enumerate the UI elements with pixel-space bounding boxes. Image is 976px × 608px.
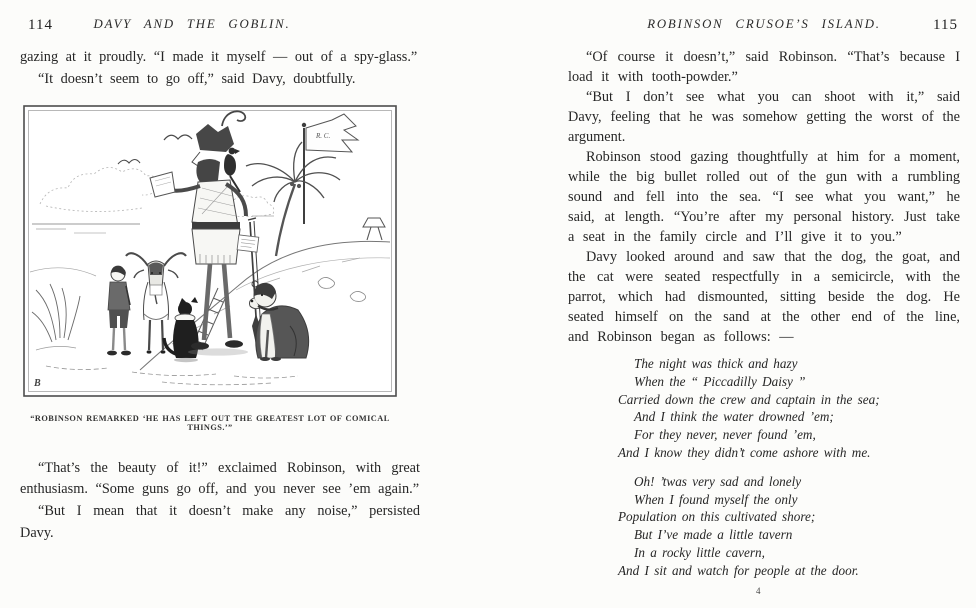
left-page-header [20, 17, 420, 36]
paragraph: “That’s the beauty of it!” exclaimed Robinson, with great enthusiasm. “Some guns go off, and you never see ’em again.” [20, 459, 420, 498]
poem-line: Oh! ’twas very sad and lonely [634, 473, 802, 489]
right-running-head: ROBINSON CRUSOE’S ISLAND. [647, 17, 881, 31]
poem-stanza [618, 355, 960, 462]
poem-line: Carried down the crew and captain in the sea; [618, 391, 880, 407]
poem-line: But I’ve made a little tavern [634, 527, 793, 543]
paragraph: “It doesn’t seem to go off,” said Davy, doubtfully. [38, 70, 356, 87]
paragraph: “Of course it doesn’t,” said Robinson. “That’s because I load it with tooth-powder.” [568, 49, 960, 85]
poem-line: And I sit and watch for people at the door. [618, 562, 859, 578]
right-page-header [568, 17, 960, 36]
paragraph: Robinson stood gazing thoughtfully at him for a moment, while the big bullet rolled out of the gun with a rumbling sound and fell into the sea. “I see what you want,” he said, at length. “You’re after my personal history. Just take a seat in the family circle and I’ll give it to you.” [568, 149, 960, 245]
illustration-frame [22, 104, 398, 432]
poem-line: For they never, never found ’em, [634, 427, 816, 443]
left-page-number: 114 [28, 17, 53, 33]
poem-line: Population on this cultivated shore; [618, 509, 816, 525]
paragraph: “But I don’t see what you can shoot with it,” said Davy, feeling that he was somehow getting the worst of the argument. [568, 89, 960, 145]
poem-stanza [618, 473, 960, 580]
illustration-engraving [22, 104, 398, 398]
signature-mark: 4 [756, 586, 761, 596]
left-page [20, 0, 420, 608]
poem-line: The night was thick and hazy [634, 356, 798, 371]
poem [618, 355, 960, 580]
paragraph: gazing at it proudly. “I made it myself — out of a spy-glass.” [20, 49, 418, 65]
right-page [568, 0, 960, 608]
poem-line: In a rocky little cavern, [634, 544, 765, 560]
right-page-number: 115 [933, 17, 958, 33]
poem-line: And I think the water drowned ’em; [634, 409, 834, 425]
illustration-caption: “ROBINSON REMARKED ‘HE HAS LEFT OUT THE GREATEST LOT OF COMICAL THINGS.’” [30, 413, 390, 432]
paragraph: Davy looked around and saw that the dog, the goat, and the cat were seated respectfully in a semicircle, with the parrot, which had dismounted, sitting beside the dog. He seated himself on the sand at the other end of the line, and Robinson began as follows: — [568, 249, 960, 345]
paragraph: “But I mean that it doesn’t make any noise,” persisted Davy. [20, 503, 420, 541]
flag-text: R. C. [316, 131, 331, 140]
poem-line: And I know they didn’t come ashore with me. [618, 444, 871, 460]
poem-line: When the “ Piccadilly Daisy ” [634, 373, 806, 389]
left-running-head: DAVY AND THE GOBLIN. [93, 17, 291, 31]
artist-monogram: B [34, 377, 41, 389]
poem-line: When I found myself the only [634, 491, 798, 507]
